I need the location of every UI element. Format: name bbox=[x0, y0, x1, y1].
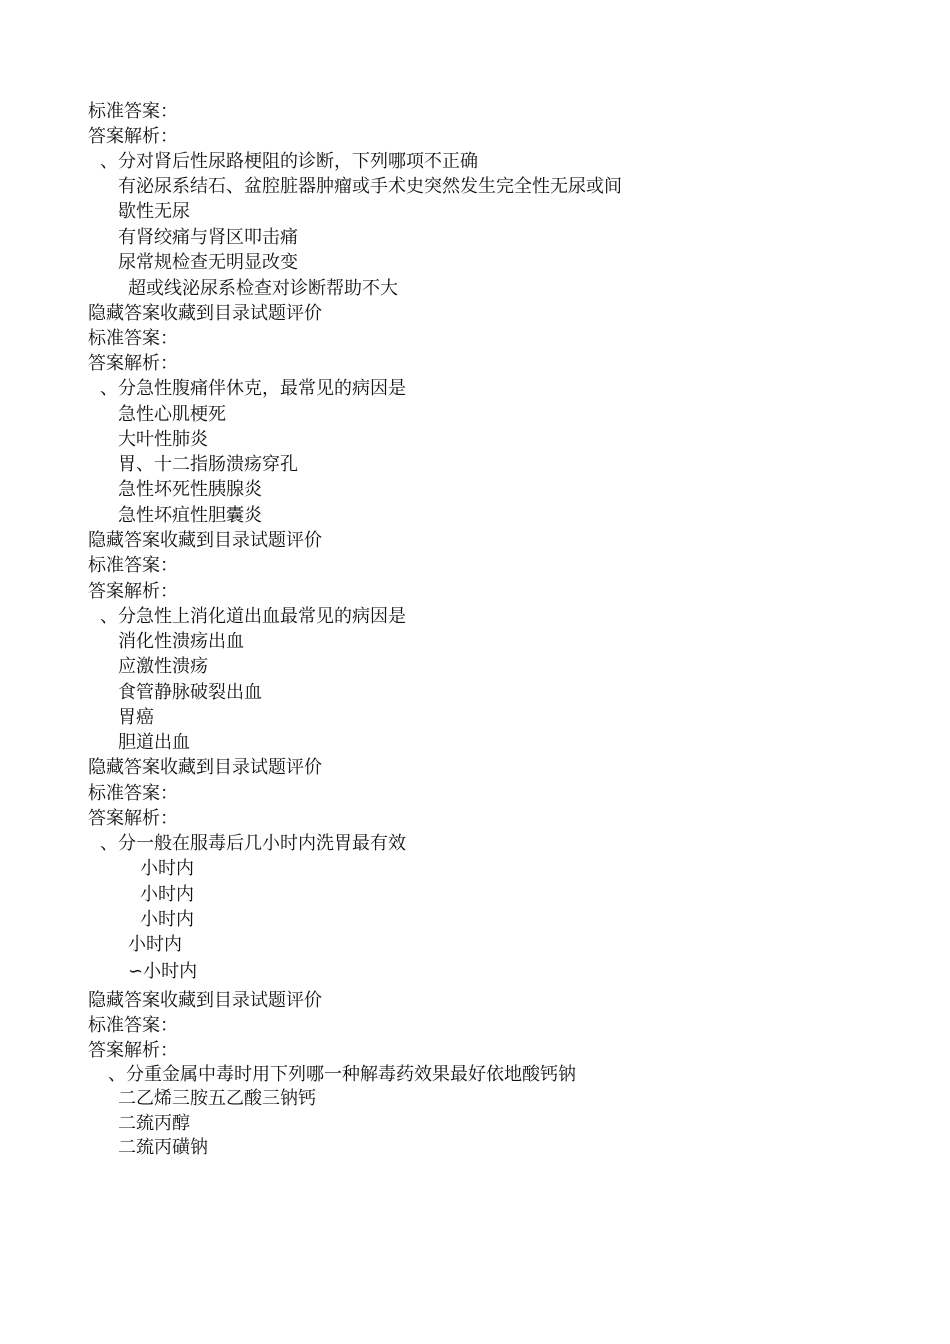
option-text: 有泌尿系结石、盆腔脏器肿瘤或手术史突然发生完全性无尿或间 bbox=[118, 176, 622, 197]
question-text: 、分对肾后性尿路梗阻的诊断，下列哪项不正确 bbox=[100, 151, 478, 172]
option-text: 消化性溃疡出血 bbox=[118, 631, 244, 652]
option-text: 二巯丙醇 bbox=[118, 1113, 190, 1134]
option-text: 超或线泌尿系检查对诊断帮助不大 bbox=[128, 278, 398, 299]
answer-actions-row[interactable]: 隐藏答案收藏到目录试题评价 bbox=[88, 303, 322, 324]
question-text: 、分急性上消化道出血最常见的病因是 bbox=[100, 606, 406, 627]
option-text: 歇性无尿 bbox=[118, 201, 190, 222]
option-text: 二巯丙磺钠 bbox=[118, 1137, 208, 1158]
answer-actions-row[interactable]: 隐藏答案收藏到目录试题评价 bbox=[88, 990, 322, 1011]
question-text: 、分一般在服毒后几小时内洗胃最有效 bbox=[100, 833, 406, 854]
option-text: 有肾绞痛与肾区叩击痛 bbox=[118, 227, 298, 248]
option-text: 食管静脉破裂出血 bbox=[118, 682, 262, 703]
option-text: 胃、十二指肠溃疡穿孔 bbox=[118, 454, 298, 475]
option-text: 小时内 bbox=[140, 858, 194, 879]
option-text: 急性坏疽性胆囊炎 bbox=[118, 505, 262, 526]
option-text: 小时内 bbox=[140, 909, 194, 930]
answer-analysis-label: 答案解析： bbox=[88, 581, 178, 602]
answer-analysis-label: 答案解析： bbox=[88, 353, 178, 374]
option-text: ∽小时内 bbox=[128, 961, 198, 982]
question-text: 、分急性腹痛伴休克，最常见的病因是 bbox=[100, 378, 406, 399]
option-text: 尿常规检查无明显改变 bbox=[118, 252, 298, 273]
option-text: 小时内 bbox=[140, 884, 194, 905]
answer-actions-row[interactable]: 隐藏答案收藏到目录试题评价 bbox=[88, 757, 322, 778]
standard-answer-label: 标准答案： bbox=[88, 783, 178, 804]
answer-actions-row[interactable]: 隐藏答案收藏到目录试题评价 bbox=[88, 530, 322, 551]
option-text: 应激性溃疡 bbox=[118, 656, 208, 677]
answer-analysis-label: 答案解析： bbox=[88, 126, 178, 147]
option-text: 二乙烯三胺五乙酸三钠钙 bbox=[118, 1088, 316, 1109]
option-text: 胃癌 bbox=[118, 707, 154, 728]
question-text: 、分重金属中毒时用下列哪一种解毒药效果最好依地酸钙钠 bbox=[108, 1064, 576, 1085]
standard-answer-label: 标准答案： bbox=[88, 555, 178, 576]
option-text: 胆道出血 bbox=[118, 732, 190, 753]
option-text: 大叶性肺炎 bbox=[118, 429, 208, 450]
option-text: 急性坏死性胰腺炎 bbox=[118, 479, 262, 500]
answer-analysis-label: 答案解析： bbox=[88, 808, 178, 829]
option-text: 急性心肌梗死 bbox=[118, 404, 226, 425]
standard-answer-label: 标准答案： bbox=[88, 1015, 178, 1036]
standard-answer-label: 标准答案： bbox=[88, 328, 178, 349]
option-text: 小时内 bbox=[128, 934, 182, 955]
standard-answer-label: 标准答案： bbox=[88, 101, 178, 122]
answer-analysis-label: 答案解析： bbox=[88, 1040, 178, 1061]
